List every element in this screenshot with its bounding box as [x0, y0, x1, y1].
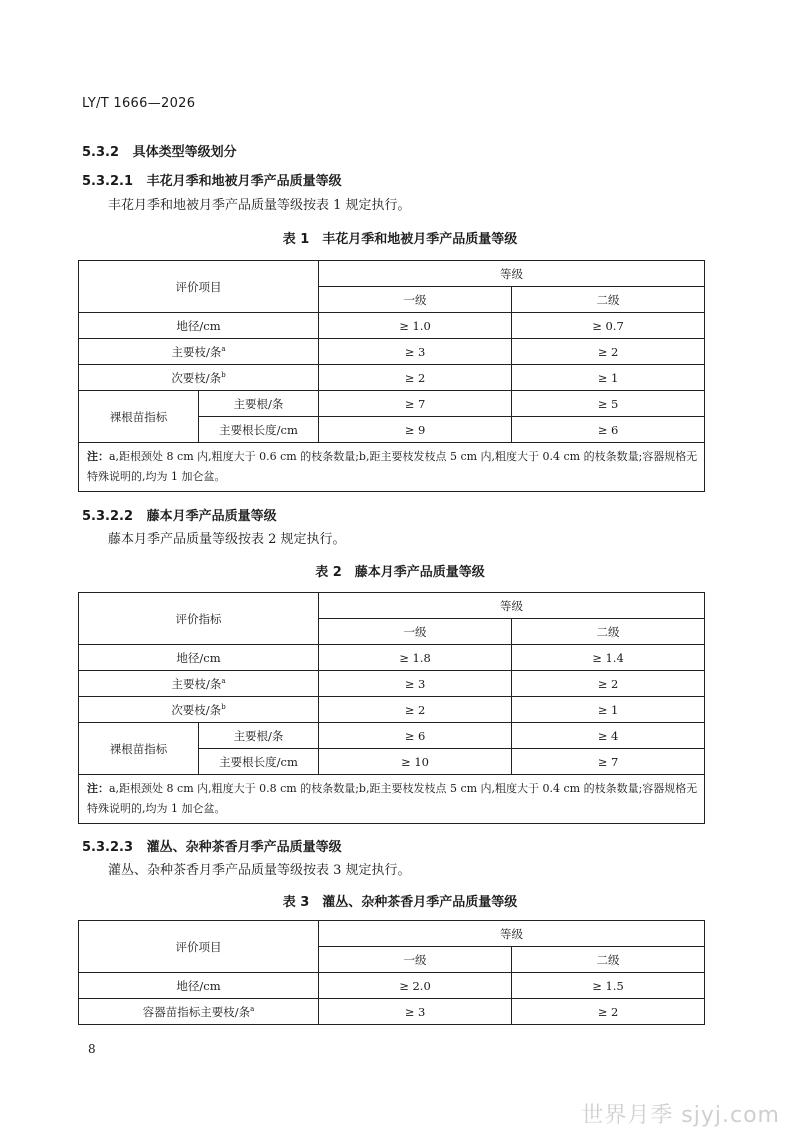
table-header-item: 评价项目 [79, 261, 319, 313]
section-5-3-2-2-heading [82, 505, 277, 524]
table-note [79, 775, 705, 824]
row-grade-2: ≥ 5 [512, 391, 705, 417]
table-2-caption: 表 2 藤本月季产品质量等级 [315, 565, 485, 580]
table-1 [78, 260, 705, 492]
sub-row-label: 主要根长度/cm [199, 417, 319, 443]
table-header-item: 评价指标 [79, 593, 319, 645]
row-label: 次要枝/条$^b$ [79, 365, 319, 391]
section-5-3-2-3-heading [82, 836, 342, 855]
section-title: 丰花月季和地被月季产品质量等级 [146, 174, 342, 189]
row-grade-1: ≥ 9 [319, 417, 512, 443]
table-row [79, 999, 705, 1025]
row-grade-2: ≥ 6 [512, 417, 705, 443]
row-label: 次要枝/条$^b$ [79, 697, 319, 723]
row-grade-2: ≥ 0.7 [512, 313, 705, 339]
row-grade-1: ≥ 10 [319, 749, 512, 775]
section-title: 具体类型等级划分 [132, 145, 237, 160]
section-5-3-2-3-paragraph: 灌丛、杂种茶香月季产品质量等级按表 3 规定执行。 [108, 863, 411, 878]
table-header-grade: 等级 [319, 593, 705, 619]
table-row [79, 313, 705, 339]
table-header-grade: 等级 [319, 261, 705, 287]
row-grade-2: ≥ 1 [512, 697, 705, 723]
table-row [79, 671, 705, 697]
section-5-3-2-1-paragraph: 丰花月季和地被月季产品质量等级按表 1 规定执行。 [108, 198, 411, 213]
sub-row-label: 主要根长度/cm [199, 749, 319, 775]
row-label: 容器苗指标主要枝/条$^a$ [79, 999, 319, 1025]
table-header-grade-1: 一级 [319, 287, 512, 313]
section-title: 灌丛、杂种茶香月季产品质量等级 [146, 840, 342, 855]
table-header-grade-2: 二级 [512, 287, 705, 313]
footnote-marker: b [221, 702, 226, 711]
row-grade-2: ≥ 1.5 [512, 973, 705, 999]
document-header: LY/T 1666—2026 [82, 96, 196, 111]
section-number: 5.3.2.2 [82, 509, 133, 524]
note-label: 注： [87, 450, 109, 463]
note-label: 注： [87, 782, 109, 795]
row-grade-1: ≥ 1.8 [319, 645, 512, 671]
footnote-marker: a [221, 344, 226, 353]
row-grade-1: ≥ 2.0 [319, 973, 512, 999]
table-header-grade-2: 二级 [512, 947, 705, 973]
watermark: 世界月季 sjyj.com [581, 1103, 780, 1128]
row-grade-2: ≥ 7 [512, 749, 705, 775]
row-label: 地径/cm [79, 645, 319, 671]
section-5-3-2-2-paragraph: 藤本月季产品质量等级按表 2 规定执行。 [108, 532, 346, 547]
row-grade-2: ≥ 2 [512, 671, 705, 697]
table-header-grade-1: 一级 [319, 947, 512, 973]
sub-row-label: 主要根/条 [199, 391, 319, 417]
row-grade-1: ≥ 6 [319, 723, 512, 749]
sub-row-label: 主要根/条 [199, 723, 319, 749]
table-3 [78, 920, 705, 1025]
note-text: a,距根颈处 8 cm 内,粗度大于 0.8 cm 的枝条数量;b,距主要枝发枝点 5 cm 内,粗度大于 0.4 cm 的枝条数量;容器规格无特殊说明的,均为 1 加仑盆。 [87, 782, 698, 815]
row-grade-1: ≥ 3 [319, 339, 512, 365]
row-label: 主要枝/条$^a$ [79, 671, 319, 697]
row-label: 地径/cm [79, 313, 319, 339]
footnote-marker: b [221, 370, 226, 379]
table-row [79, 697, 705, 723]
row-grade-2: ≥ 2 [512, 339, 705, 365]
group-label: 裸根苗指标 [79, 723, 199, 775]
table-row [79, 723, 705, 749]
section-number: 5.3.2.1 [82, 174, 133, 189]
footnote-marker: a [250, 1004, 255, 1013]
table-row [79, 391, 705, 417]
section-number: 5.3.2.3 [82, 840, 133, 855]
row-grade-1: ≥ 2 [319, 697, 512, 723]
row-grade-1: ≥ 3 [319, 671, 512, 697]
row-grade-1: ≥ 3 [319, 999, 512, 1025]
section-title: 藤本月季产品质量等级 [146, 509, 277, 524]
row-grade-1: ≥ 1.0 [319, 313, 512, 339]
note-text: a,距根颈处 8 cm 内,粗度大于 0.6 cm 的枝条数量;b,距主要枝发枝点 5 cm 内,粗度大于 0.4 cm 的枝条数量;容器规格无特殊说明的,均为 1 加仑盆。 [87, 450, 698, 483]
row-grade-2: ≥ 1 [512, 365, 705, 391]
table-header-item: 评价项目 [79, 921, 319, 973]
section-5-3-2-1-heading [82, 170, 342, 189]
section-number: 5.3.2 [82, 145, 120, 160]
table-row [79, 365, 705, 391]
table-1-caption: 表 1 丰花月季和地被月季产品质量等级 [282, 232, 518, 247]
table-row [79, 339, 705, 365]
table-3-caption: 表 3 灌丛、杂种茶香月季产品质量等级 [282, 895, 518, 910]
page-number: 8 [88, 1042, 96, 1056]
row-label: 地径/cm [79, 973, 319, 999]
group-label: 裸根苗指标 [79, 391, 199, 443]
table-header-grade-2: 二级 [512, 619, 705, 645]
row-grade-2: ≥ 2 [512, 999, 705, 1025]
footnote-marker: a [221, 676, 226, 685]
row-grade-1: ≥ 2 [319, 365, 512, 391]
row-grade-2: ≥ 4 [512, 723, 705, 749]
table-row [79, 645, 705, 671]
section-5-3-2-heading [82, 141, 237, 160]
table-row [79, 973, 705, 999]
table-note [79, 443, 705, 492]
table-header-grade: 等级 [319, 921, 705, 947]
row-grade-2: ≥ 1.4 [512, 645, 705, 671]
table-2 [78, 592, 705, 824]
row-label: 主要枝/条$^a$ [79, 339, 319, 365]
row-grade-1: ≥ 7 [319, 391, 512, 417]
table-header-grade-1: 一级 [319, 619, 512, 645]
